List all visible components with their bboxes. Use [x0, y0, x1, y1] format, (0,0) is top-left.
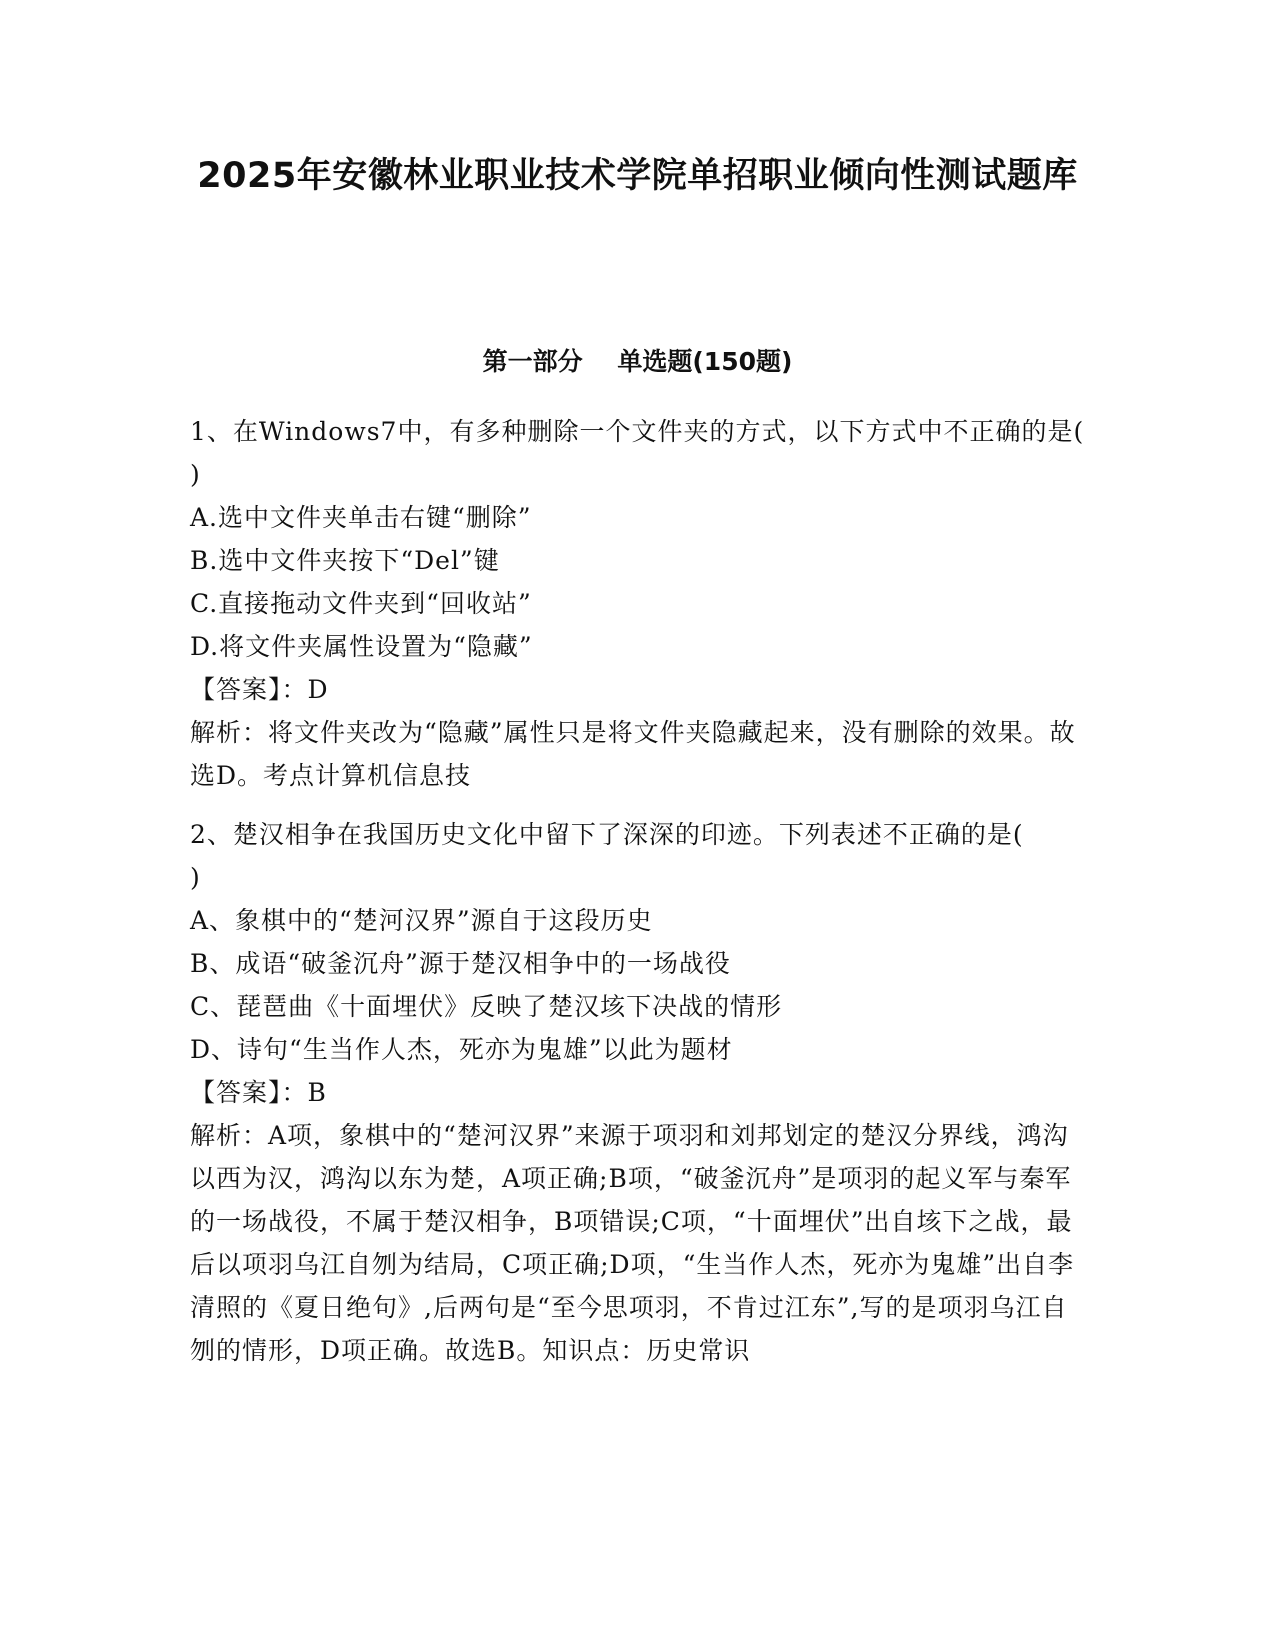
question-option: A.选中文件夹单击右键“删除” — [190, 503, 532, 532]
question-option: D.将文件夹属性设置为“隐藏” — [190, 632, 533, 661]
question-item — [190, 813, 1085, 1372]
question-item — [190, 410, 1137, 797]
question-option: C、琵琶曲《十面埋伏》反映了楚汉垓下决战的情形 — [190, 992, 783, 1021]
document-title: 2025年安徽林业职业技术学院单招职业倾向性测试题库 — [197, 156, 1078, 196]
question-list — [190, 410, 1137, 1388]
question-option: A、象棋中的“楚河汉界”源自于这段历史 — [190, 906, 653, 935]
question-option: D、诗句“生当作人杰，死亦为鬼雄”以此为题材 — [190, 1035, 733, 1064]
question-answer: 【答案】：B — [190, 1078, 327, 1107]
question-analysis: 解析：将文件夹改为“隐藏”属性只是将文件夹隐藏起来，没有删除的效果。故选D。考点计算机信息技 — [190, 718, 1076, 790]
question-option: C.直接拖动文件夹到“回收站” — [190, 589, 532, 618]
question-option: B.选中文件夹按下“Del”键 — [190, 546, 500, 575]
question-option: B、成语“破釜沉舟”源于楚汉相争中的一场战役 — [190, 949, 731, 978]
question-answer: 【答案】：D — [190, 675, 329, 704]
section-heading: 第一部分 单选题(150题) — [482, 347, 793, 376]
question-analysis: 解析：A项，象棋中的“楚河汉界”来源于项羽和刘邦划定的楚汉分界线，鸿沟以西为汉，鸿沟以东为楚，A项正确;B项，“破釜沉舟”是项羽的起义军与秦军的一场战役，不属于楚汉相争，B项错误;C项，“十面埋伏”出自垓下之战，最后以项羽乌江自刎为结局，C项正确;D项，“生当作人杰，死亦为鬼雄”出自李清照的《夏日绝句》,后两句是“至今思项羽，不肯过江东”,写的是项羽乌江自刎的情形，D项正确。故选B。知识点：历史常识 — [190, 1121, 1075, 1365]
question-stem: 2、楚汉相争在我国历史文化中留下了深深的印迹。下列表述不正确的是( ) — [190, 820, 1076, 892]
question-stem: 1、在Windows7中，有多种删除一个文件夹的方式，以下方式中不正确的是( ) — [190, 417, 1137, 489]
